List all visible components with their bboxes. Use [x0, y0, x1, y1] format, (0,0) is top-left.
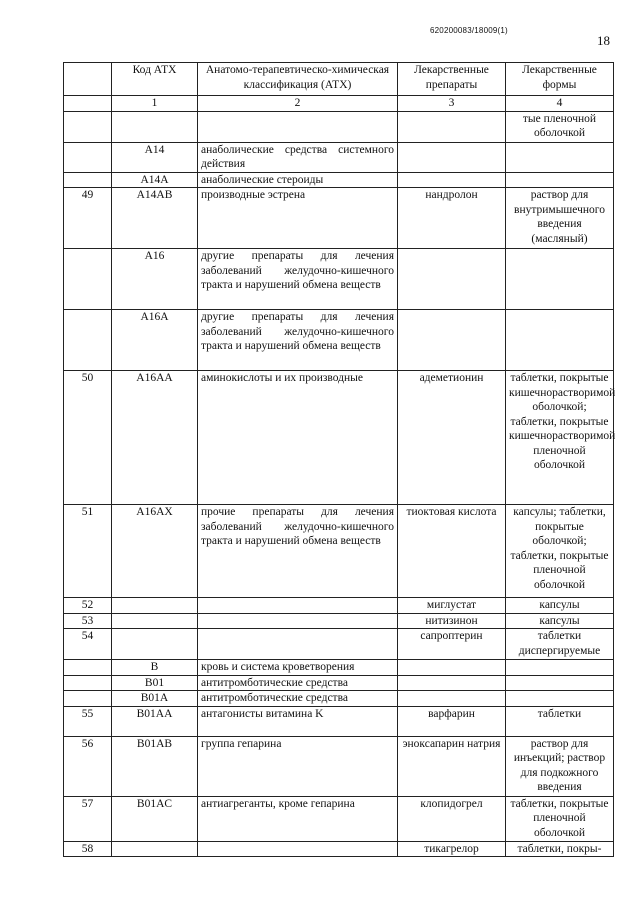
table-row [64, 249, 614, 310]
table-row [64, 613, 614, 629]
row-number: 50 [64, 371, 112, 505]
drug-name [398, 142, 506, 172]
atx-table [63, 62, 614, 857]
dosage-form [506, 172, 614, 188]
dosage-form [506, 310, 614, 371]
row-number [64, 691, 112, 707]
header-index-2: 2 [198, 96, 398, 112]
row-number: 51 [64, 505, 112, 598]
header-number [64, 63, 112, 96]
atx-classification: антитромботические средства [198, 675, 398, 691]
table-row [64, 505, 614, 598]
header-index-4: 4 [506, 96, 614, 112]
dosage-form: таблетки, покрытые кишечнорастворимой оболочкой; таблетки, покрытые кишечнорастворимой пленочной оболочкой [506, 371, 614, 505]
atx-classification: группа гепарина [198, 736, 398, 796]
table-row [64, 172, 614, 188]
row-number: 57 [64, 796, 112, 841]
drug-name [398, 172, 506, 188]
drug-name [398, 675, 506, 691]
dosage-form: таблетки, покрытые пленочной оболочкой [506, 796, 614, 841]
header-code: Код АТХ [112, 63, 198, 96]
dosage-form: таблетки, покры- [506, 841, 614, 857]
dosage-form [506, 675, 614, 691]
table-row [64, 111, 614, 142]
table-row [64, 675, 614, 691]
document-id: 620200083/18009(1) [430, 26, 508, 35]
atx-classification: производные эстрена [198, 188, 398, 249]
table-row [64, 736, 614, 796]
dosage-form: таблетки диспергируемые [506, 629, 614, 660]
atx-classification: другие препараты для лечения заболеваний желудочно-кишечного тракта и нарушений обмена веществ [198, 310, 398, 371]
drug-name [398, 310, 506, 371]
row-number [64, 675, 112, 691]
row-number: 54 [64, 629, 112, 660]
header-index-3: 3 [398, 96, 506, 112]
row-number: 58 [64, 841, 112, 857]
atx-code: A16A [112, 310, 198, 371]
dosage-form [506, 142, 614, 172]
atx-code: B [112, 660, 198, 676]
page-number: 18 [597, 33, 610, 48]
atx-classification: анаболические стероиды [198, 172, 398, 188]
table-row [64, 598, 614, 614]
dosage-form: раствор для инъекций; раствор для подкожного введения [506, 736, 614, 796]
atx-code: B01 [112, 675, 198, 691]
dosage-form [506, 660, 614, 676]
atx-code [112, 841, 198, 857]
dosage-form [506, 249, 614, 310]
dosage-form: раствор для внутримышечного введения (масляный) [506, 188, 614, 249]
drug-name: варфарин [398, 706, 506, 736]
atx-classification [198, 841, 398, 857]
drug-name: тикагрелор [398, 841, 506, 857]
dosage-form [506, 691, 614, 707]
atx-code: B01A [112, 691, 198, 707]
dosage-form: капсулы; таблетки, покрытые оболочкой; таблетки, покрытые пленочной оболочкой [506, 505, 614, 598]
header-classification: Анатомо-терапевтическо-химическая классификация (АТХ) [198, 63, 398, 96]
atx-classification: анаболические средства системного действия [198, 142, 398, 172]
atx-code: A16 [112, 249, 198, 310]
table-row [64, 660, 614, 676]
atx-code: A14A [112, 172, 198, 188]
atx-classification: кровь и система кроветворения [198, 660, 398, 676]
atx-code: B01AA [112, 706, 198, 736]
atx-classification: прочие препараты для лечения заболеваний желудочно-кишечного тракта и нарушений обмена веществ [198, 505, 398, 598]
table-row [64, 371, 614, 505]
drug-name: нандролон [398, 188, 506, 249]
table-row [64, 310, 614, 371]
drug-name [398, 249, 506, 310]
row-number: 53 [64, 613, 112, 629]
atx-code: B01AC [112, 796, 198, 841]
row-number [64, 310, 112, 371]
atx-classification: антиагреганты, кроме гепарина [198, 796, 398, 841]
atx-classification [198, 613, 398, 629]
drug-name: сапроптерин [398, 629, 506, 660]
drug-name: клопидогрел [398, 796, 506, 841]
drug-name: эноксапарин натрия [398, 736, 506, 796]
atx-classification: антитромботические средства [198, 691, 398, 707]
atx-classification [198, 629, 398, 660]
table-row [64, 188, 614, 249]
table-row [64, 142, 614, 172]
atx-code: A16AX [112, 505, 198, 598]
atx-classification [198, 111, 398, 142]
atx-code [112, 629, 198, 660]
atx-code: A16AA [112, 371, 198, 505]
row-number [64, 660, 112, 676]
header-drugs: Лекарственные препараты [398, 63, 506, 96]
dosage-form: капсулы [506, 613, 614, 629]
table-row [64, 691, 614, 707]
atx-classification: аминокислоты и их производные [198, 371, 398, 505]
atx-code [112, 111, 198, 142]
drug-name [398, 660, 506, 676]
row-number: 55 [64, 706, 112, 736]
row-number: 52 [64, 598, 112, 614]
atx-code: B01AB [112, 736, 198, 796]
drug-name: миглустат [398, 598, 506, 614]
table-row [64, 706, 614, 736]
atx-classification: антагонисты витамина K [198, 706, 398, 736]
atx-classification [198, 598, 398, 614]
row-number: 49 [64, 188, 112, 249]
drug-name [398, 691, 506, 707]
dosage-form: таблетки [506, 706, 614, 736]
atx-code [112, 598, 198, 614]
header-index-1: 1 [112, 96, 198, 112]
atx-code: A14AB [112, 188, 198, 249]
row-number [64, 111, 112, 142]
row-number [64, 172, 112, 188]
dosage-form: тые пленочной оболочкой [506, 111, 614, 142]
atx-code: A14 [112, 142, 198, 172]
dosage-form: капсулы [506, 598, 614, 614]
table-row [64, 629, 614, 660]
drug-name: тиоктовая кислота [398, 505, 506, 598]
table-row [64, 841, 614, 857]
row-number: 56 [64, 736, 112, 796]
row-number [64, 142, 112, 172]
atx-classification: другие препараты для лечения заболеваний желудочно-кишечного тракта и нарушений обмена веществ [198, 249, 398, 310]
table-row [64, 796, 614, 841]
drug-name [398, 111, 506, 142]
drug-name: нитизинон [398, 613, 506, 629]
row-number [64, 249, 112, 310]
header-index-0 [64, 96, 112, 112]
atx-code [112, 613, 198, 629]
drug-name: адеметионин [398, 371, 506, 505]
header-forms: Лекарственные формы [506, 63, 614, 96]
